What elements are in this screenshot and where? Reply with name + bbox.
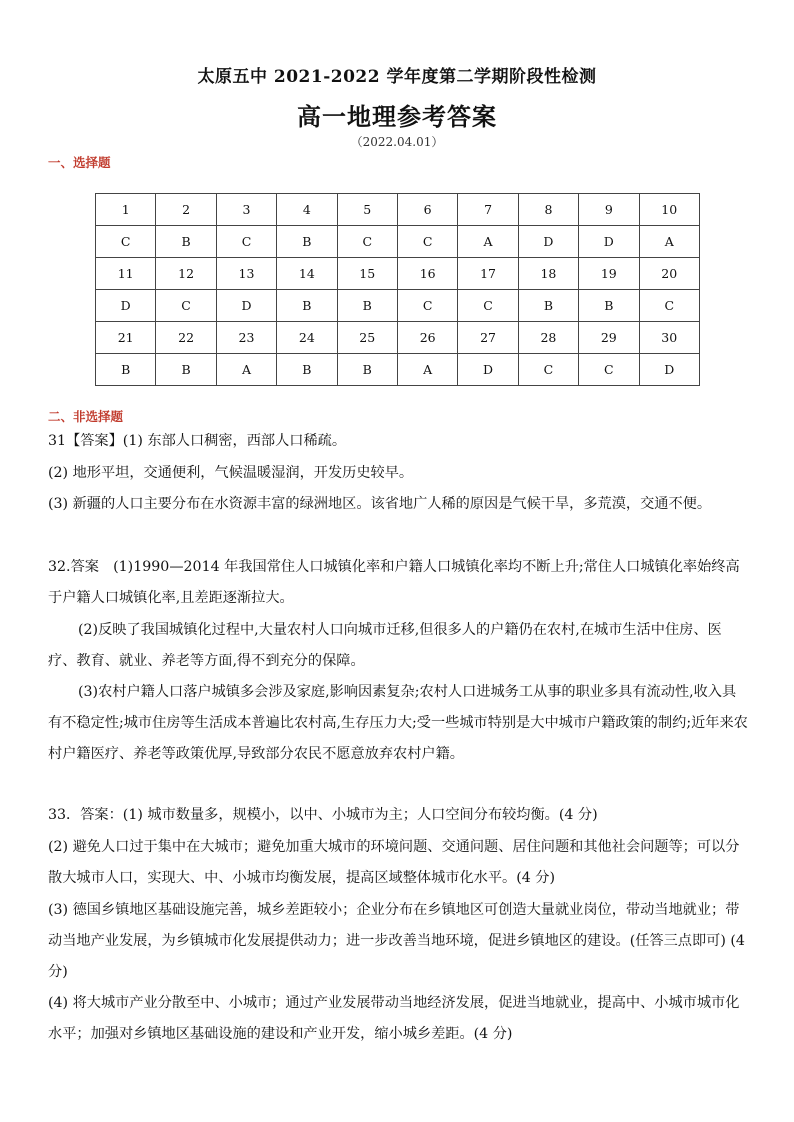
answer-cell: C xyxy=(639,290,699,322)
question-number-cell: 5 xyxy=(337,194,397,226)
answer-row xyxy=(96,290,700,322)
exam-date: （2022.04.01） xyxy=(350,135,444,149)
answer-cell: B xyxy=(277,226,337,258)
answer-cell: C xyxy=(96,226,156,258)
answer-cell: B xyxy=(518,290,578,322)
q31-answer-2: (2) 地形平坦，交通便利，气候温暖湿润，开发历史较早。 xyxy=(48,465,414,481)
question-number-cell: 16 xyxy=(397,258,457,290)
answer-key-title: 高一地理参考答案 xyxy=(297,102,497,131)
answer-cell: D xyxy=(216,290,276,322)
answer-cell: B xyxy=(96,354,156,386)
answer-cell: B xyxy=(277,354,337,386)
answer-cell: C xyxy=(397,226,457,258)
q32-answer-1: 32.答案 (1)1990—2014 年我国常住人口城镇化率和户籍人口城镇化率均不断上升;常住人口城镇化率始终高于户籍人口城镇化率,且差距逐渐拉大。 xyxy=(48,559,740,606)
answer-cell: C xyxy=(216,226,276,258)
answer-cell: B xyxy=(337,354,397,386)
question-number-cell: 25 xyxy=(337,322,397,354)
section-heading-nonchoice: 二、非选择题 xyxy=(48,409,124,424)
answer-cell: B xyxy=(156,354,216,386)
q33-answer-4: (4) 将大城市产业分散至中、小城市；通过产业发展带动当地经济发展，促进当地就业，提高中、小城市城市化水平；加强对乡镇地区基础设施的建设和产业开发，缩小城乡差距。(4 分) xyxy=(48,995,740,1042)
question-number-cell: 21 xyxy=(96,322,156,354)
question-number-cell: 27 xyxy=(458,322,518,354)
answer-cell: D xyxy=(639,354,699,386)
question-number-cell: 14 xyxy=(277,258,337,290)
answer-cell: A xyxy=(397,354,457,386)
section-heading-choice: 一、选择题 xyxy=(48,155,111,170)
question-number-cell: 10 xyxy=(639,194,699,226)
question-number-cell: 15 xyxy=(337,258,397,290)
answer-cell: C xyxy=(579,354,639,386)
question-number-cell: 13 xyxy=(216,258,276,290)
answer-row xyxy=(96,354,700,386)
answer-cell: B xyxy=(277,290,337,322)
question-number-cell: 4 xyxy=(277,194,337,226)
question-number-cell: 9 xyxy=(579,194,639,226)
answer-cell: C xyxy=(518,354,578,386)
q33-answer-1: 33．答案：(1) 城市数量多，规模小，以中、小城市为主；人口空间分布较均衡。(4 分) xyxy=(48,807,598,823)
school-exam-title: 太原五中 2021-2022 学年度第二学期阶段性检测 xyxy=(197,67,597,87)
q33-answer-2: (2) 避免人口过于集中在大城市；避免加重大城市的环境问题、交通问题、居住问题和其他社会问题等；可以分散大城市人口，实现大、中、小城市均衡发展，提高区域整体城市化水平。(4 分) xyxy=(48,839,740,886)
question-number-cell: 28 xyxy=(518,322,578,354)
answer-cell: C xyxy=(337,226,397,258)
q32-answer-2: (2)反映了我国城镇化过程中,大量农村人口向城市迁移,但很多人的户籍仍在农村,在城市生活中住房、医疗、教育、就业、养老等方面,得不到充分的保障。 xyxy=(48,622,722,669)
q32-answer-3: (3)农村户籍人口落户城镇多会涉及家庭,影响因素复杂;农村人口进城务工从事的职业多具有流动性,收入具有不稳定性;城市住房等生活成本普遍比农村高,生存压力大;受一些城市特别是大中城市户籍政策的制约;近年来农村户籍医疗、养老等政策优厚,导致部分农民不愿意放弃农村户籍。 xyxy=(48,684,748,762)
question-number-cell: 19 xyxy=(579,258,639,290)
answer-cell: A xyxy=(639,226,699,258)
answer-cell: C xyxy=(397,290,457,322)
answer-cell: A xyxy=(458,226,518,258)
question-number-cell: 29 xyxy=(579,322,639,354)
question-number-cell: 30 xyxy=(639,322,699,354)
choice-answer-table xyxy=(95,193,700,386)
question-number-cell: 24 xyxy=(277,322,337,354)
q31-answer-3: (3) 新疆的人口主要分布在水资源丰富的绿洲地区。该省地广人稀的原因是气候干旱，多荒漠，交通不便。 xyxy=(48,496,712,512)
question-number-cell: 7 xyxy=(458,194,518,226)
question-number-cell: 20 xyxy=(639,258,699,290)
answer-cell: D xyxy=(96,290,156,322)
answer-cell: A xyxy=(216,354,276,386)
answer-cell: B xyxy=(579,290,639,322)
answer-cell: C xyxy=(458,290,518,322)
question-number-cell: 11 xyxy=(96,258,156,290)
answer-cell: B xyxy=(337,290,397,322)
answer-cell: C xyxy=(156,290,216,322)
answer-cell: D xyxy=(579,226,639,258)
question-number-row xyxy=(96,322,700,354)
question-number-cell: 2 xyxy=(156,194,216,226)
question-number-cell: 8 xyxy=(518,194,578,226)
question-number-cell: 3 xyxy=(216,194,276,226)
question-number-cell: 26 xyxy=(397,322,457,354)
answer-cell: B xyxy=(156,226,216,258)
q31-answer-1: 31【答案】(1) 东部人口稠密，西部人口稀疏。 xyxy=(48,433,347,449)
question-number-cell: 22 xyxy=(156,322,216,354)
question-number-cell: 17 xyxy=(458,258,518,290)
question-number-row xyxy=(96,194,700,226)
answer-cell: D xyxy=(458,354,518,386)
question-number-cell: 23 xyxy=(216,322,276,354)
question-number-cell: 12 xyxy=(156,258,216,290)
question-number-cell: 1 xyxy=(96,194,156,226)
answer-cell: D xyxy=(518,226,578,258)
answer-row xyxy=(96,226,700,258)
question-number-cell: 6 xyxy=(397,194,457,226)
q33-answer-3: (3) 德国乡镇地区基础设施完善，城乡差距较小；企业分布在乡镇地区可创造大量就业岗位，带动当地就业；带动当地产业发展，为乡镇城市化发展提供动力；进一步改善当地环境，促进乡镇地区的建设。(任答三点即可) (4 分) xyxy=(48,902,745,980)
question-number-cell: 18 xyxy=(518,258,578,290)
question-number-row xyxy=(96,258,700,290)
